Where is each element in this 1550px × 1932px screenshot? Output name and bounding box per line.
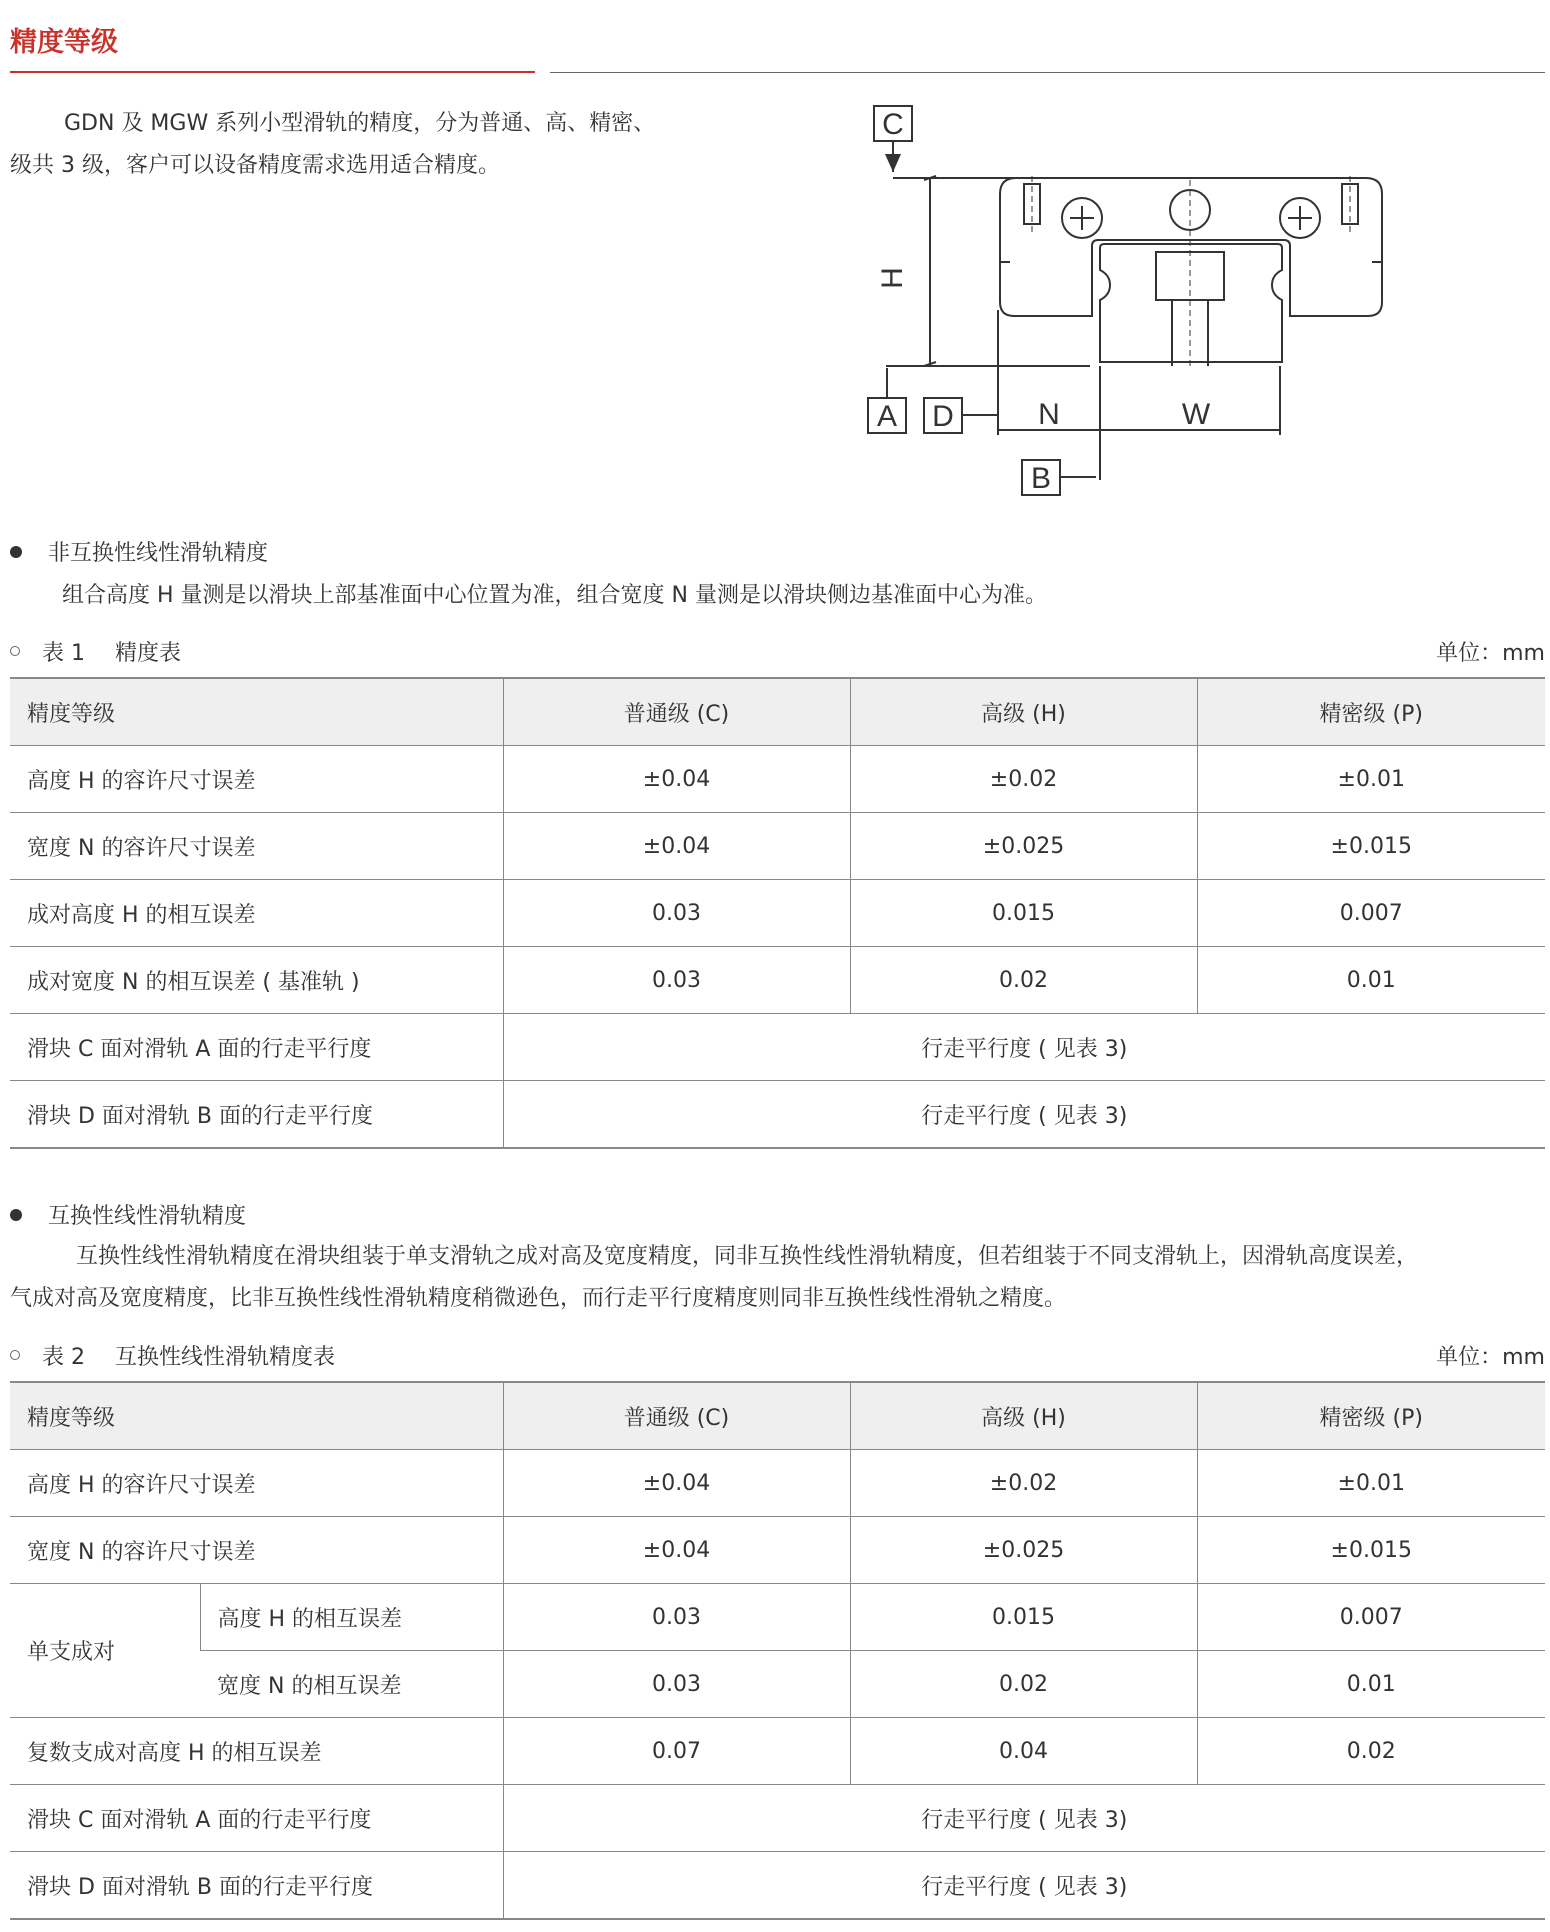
header-cell: 普通级 (C) <box>503 678 850 746</box>
label-c: C <box>882 108 904 141</box>
header-cell: 精密级 (P) <box>1197 678 1545 746</box>
table-row: 宽度 N 的相互误差 0.03 0.02 0.01 <box>10 1651 1545 1718</box>
table-row: 滑块 C 面对滑轨 A 面的行走平行度 行走平行度 ( 见表 3) <box>10 1014 1545 1081</box>
table-row: 滑块 C 面对滑轨 A 面的行走平行度 行走平行度 ( 见表 3) <box>10 1785 1545 1852</box>
section-title: 精度等级 <box>10 27 118 58</box>
bullet-dot <box>10 546 22 558</box>
title-underline-accent <box>10 71 535 73</box>
label-d: D <box>932 400 954 433</box>
intro-line: 级共 3 级，客户可以设备精度需求选用适合精度。 <box>10 153 500 178</box>
rail-block-diagram <box>862 100 1402 500</box>
table-row: 高度 H 的容许尺寸误差 ±0.04 ±0.02 ±0.01 <box>10 746 1545 813</box>
header-cell: 精度等级 <box>10 678 503 746</box>
table-row: 单支成对 高度 H 的相互误差 0.03 0.015 0.007 <box>10 1584 1545 1651</box>
interchangeable-heading: 互换性线性滑轨精度 <box>10 1199 246 1230</box>
caption-ring-icon <box>10 1350 20 1360</box>
intro-line: GDN 及 MGW 系列小型滑轨的精度，分为普通、高、精密、 <box>64 111 656 136</box>
label-w: W <box>1181 398 1211 431</box>
table-row: 复数支成对高度 H 的相互误差 0.07 0.04 0.02 <box>10 1718 1545 1785</box>
label-a: A <box>876 400 898 433</box>
title-underline <box>550 72 1545 73</box>
table-row: 宽度 N 的容许尺寸误差 ±0.04 ±0.025 ±0.015 <box>10 813 1545 880</box>
label-n: N <box>1038 398 1060 431</box>
label-b: B <box>1030 462 1052 495</box>
caption-ring-icon <box>10 646 20 656</box>
table1-unit: 单位：mm <box>1436 641 1545 666</box>
precision-table <box>10 677 1545 1149</box>
label-h: H <box>876 267 909 289</box>
interchangeable-text: 互换性线性滑轨精度在滑块组装于单支滑轨之成对高及宽度精度，同非互换性线性滑轨精度，但若组装于不同支滑轨上，因滑轨高度误差， 气成对高及宽度精度，比非互换性线性滑轨精度稍微逊色，而行走平行度精度则同非互换性线性滑轨之精度。 <box>10 1244 1419 1311</box>
bullet-dot <box>10 1209 22 1221</box>
intro-paragraph <box>10 103 710 187</box>
table-row: 宽度 N 的容许尺寸误差 ±0.04 ±0.025 ±0.015 <box>10 1517 1545 1584</box>
non-interchangeable-heading: 非互换性线性滑轨精度 <box>10 536 268 567</box>
table-row: 高度 H 的容许尺寸误差 ±0.04 ±0.02 ±0.01 <box>10 1450 1545 1517</box>
group-label: 单支成对 <box>10 1584 200 1718</box>
non-interchangeable-text: 组合高度 H 量测是以滑块上部基准面中心位置为准，组合宽度 N 量测是以滑块侧边基准面中心为准。 <box>62 583 1047 608</box>
table-row: 滑块 D 面对滑轨 B 面的行走平行度 行走平行度 ( 见表 3) <box>10 1852 1545 1920</box>
table2-caption: 表 2 互换性线性滑轨精度表 单位：mm <box>10 1340 1545 1374</box>
rail <box>1100 244 1282 362</box>
table2-unit: 单位：mm <box>1436 1345 1545 1370</box>
table-row: 滑块 D 面对滑轨 B 面的行走平行度 行走平行度 ( 见表 3) <box>10 1081 1545 1149</box>
table-header-row: 精度等级 普通级 (C) 高级 (H) 精密级 (P) <box>10 1382 1545 1450</box>
interchangeable-precision-table <box>10 1381 1545 1920</box>
header-cell: 高级 (H) <box>850 678 1197 746</box>
table-row: 成对高度 H 的相互误差 0.03 0.015 0.007 <box>10 880 1545 947</box>
table-header-row <box>10 678 1545 746</box>
table1-caption: 表 1 精度表 单位：mm <box>10 636 1545 670</box>
table-row: 成对宽度 N 的相互误差 ( 基准轨 ) 0.03 0.02 0.01 <box>10 947 1545 1014</box>
